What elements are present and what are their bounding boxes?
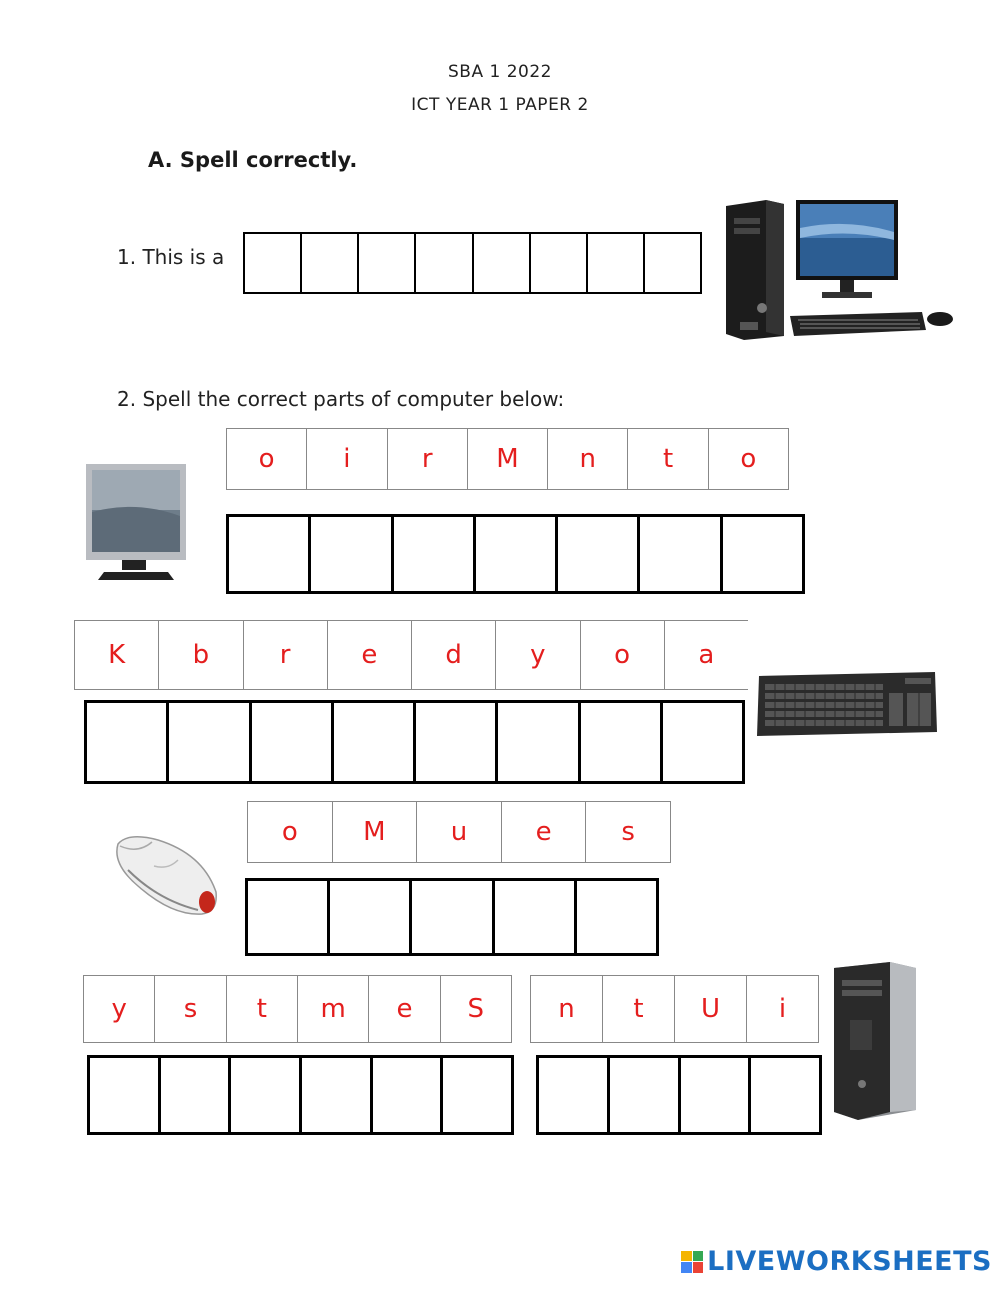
answer-box[interactable] xyxy=(577,881,656,953)
answer-box[interactable] xyxy=(231,1058,302,1132)
system-answer-boxes xyxy=(87,1055,514,1135)
letter-tile[interactable]: o xyxy=(227,429,307,489)
letter-tile[interactable]: e xyxy=(328,621,412,689)
letter-tile[interactable]: b xyxy=(159,621,243,689)
letter-tile[interactable]: o xyxy=(740,444,757,474)
answer-box[interactable] xyxy=(169,703,251,781)
answer-box[interactable] xyxy=(330,881,412,953)
letter-tile[interactable]: i xyxy=(307,429,387,489)
system-unit-icon xyxy=(828,960,920,1122)
letter-tile[interactable]: M xyxy=(468,429,548,489)
answer-box[interactable] xyxy=(681,1058,752,1132)
monitor-answer-boxes xyxy=(226,514,805,594)
answer-box[interactable] xyxy=(539,1058,610,1132)
answer-box[interactable] xyxy=(394,517,476,591)
q1-answer-boxes xyxy=(243,232,702,294)
answer-box[interactable] xyxy=(531,234,588,292)
letter-tile[interactable]: e xyxy=(369,976,440,1042)
answer-box[interactable] xyxy=(416,703,498,781)
unit-answer-boxes xyxy=(536,1055,822,1135)
answer-box[interactable] xyxy=(663,703,742,781)
letter-tile[interactable]: e xyxy=(502,802,587,862)
letter-tile[interactable]: y xyxy=(496,621,580,689)
letter-tile[interactable]: S xyxy=(467,994,485,1024)
letter-tile[interactable]: n xyxy=(531,976,603,1042)
letter-tile[interactable]: s xyxy=(155,976,226,1042)
answer-box[interactable] xyxy=(495,881,577,953)
unit-letters xyxy=(530,975,819,1043)
letter-tile[interactable]: u xyxy=(417,802,502,862)
letter-tile[interactable]: m xyxy=(298,976,369,1042)
keyboard-letters xyxy=(74,620,748,690)
logo-mark-icon xyxy=(681,1251,703,1273)
letter-tile[interactable]: y xyxy=(84,976,155,1042)
answer-box[interactable] xyxy=(476,517,558,591)
letter-tile[interactable]: s xyxy=(621,817,635,847)
answer-box[interactable] xyxy=(302,1058,373,1132)
letter-tile[interactable]: i xyxy=(778,994,787,1024)
letter-tile[interactable]: U xyxy=(675,976,747,1042)
answer-box[interactable] xyxy=(359,234,416,292)
answer-box[interactable] xyxy=(474,234,531,292)
letter-tile[interactable]: t xyxy=(628,429,708,489)
q1-text: 1. This is a xyxy=(117,245,225,269)
monitor-icon xyxy=(82,460,192,588)
keyboard-answer-boxes xyxy=(84,700,745,784)
answer-box[interactable] xyxy=(87,703,169,781)
letter-tile[interactable]: M xyxy=(333,802,418,862)
letter-tile[interactable]: o xyxy=(581,621,665,689)
answer-box[interactable] xyxy=(640,517,722,591)
mouse-answer-boxes xyxy=(245,878,659,956)
header-line1: SBA 1 2022 xyxy=(448,62,552,82)
answer-box[interactable] xyxy=(229,517,311,591)
letter-tile[interactable]: o xyxy=(248,802,333,862)
letter-tile[interactable]: r xyxy=(244,621,328,689)
mouse-icon xyxy=(108,830,223,920)
answer-box[interactable] xyxy=(723,517,802,591)
letter-tile[interactable]: d xyxy=(412,621,496,689)
letter-tile[interactable]: a xyxy=(698,640,715,670)
answer-box[interactable] xyxy=(248,881,330,953)
answer-box[interactable] xyxy=(90,1058,161,1132)
answer-box[interactable] xyxy=(373,1058,444,1132)
answer-box[interactable] xyxy=(588,234,645,292)
answer-box[interactable] xyxy=(581,703,663,781)
answer-box[interactable] xyxy=(302,234,359,292)
answer-box[interactable] xyxy=(558,517,640,591)
keyboard-icon xyxy=(755,670,940,740)
answer-box[interactable] xyxy=(645,234,700,292)
system-letters xyxy=(83,975,512,1043)
answer-box[interactable] xyxy=(751,1058,819,1132)
answer-box[interactable] xyxy=(443,1058,511,1132)
letter-tile[interactable]: n xyxy=(548,429,628,489)
answer-box[interactable] xyxy=(245,234,302,292)
monitor-letters xyxy=(226,428,789,490)
header-line2: ICT YEAR 1 PAPER 2 xyxy=(411,95,589,115)
answer-box[interactable] xyxy=(610,1058,681,1132)
mouse-letters xyxy=(247,801,671,863)
answer-box[interactable] xyxy=(498,703,580,781)
answer-box[interactable] xyxy=(334,703,416,781)
answer-box[interactable] xyxy=(252,703,334,781)
desktop-computer-icon xyxy=(722,198,957,340)
answer-box[interactable] xyxy=(161,1058,232,1132)
letter-tile[interactable]: t xyxy=(227,976,298,1042)
section-a-title: A. Spell correctly. xyxy=(148,148,358,172)
answer-box[interactable] xyxy=(311,517,393,591)
letter-tile[interactable]: t xyxy=(603,976,675,1042)
logo-text: LIVEWORKSHEETS xyxy=(707,1246,992,1277)
letter-tile[interactable]: K xyxy=(75,621,159,689)
liveworksheets-logo xyxy=(681,1246,992,1277)
q2-text: 2. Spell the correct parts of computer below: xyxy=(117,387,565,411)
answer-box[interactable] xyxy=(412,881,494,953)
answer-box[interactable] xyxy=(416,234,473,292)
letter-tile[interactable]: r xyxy=(388,429,468,489)
